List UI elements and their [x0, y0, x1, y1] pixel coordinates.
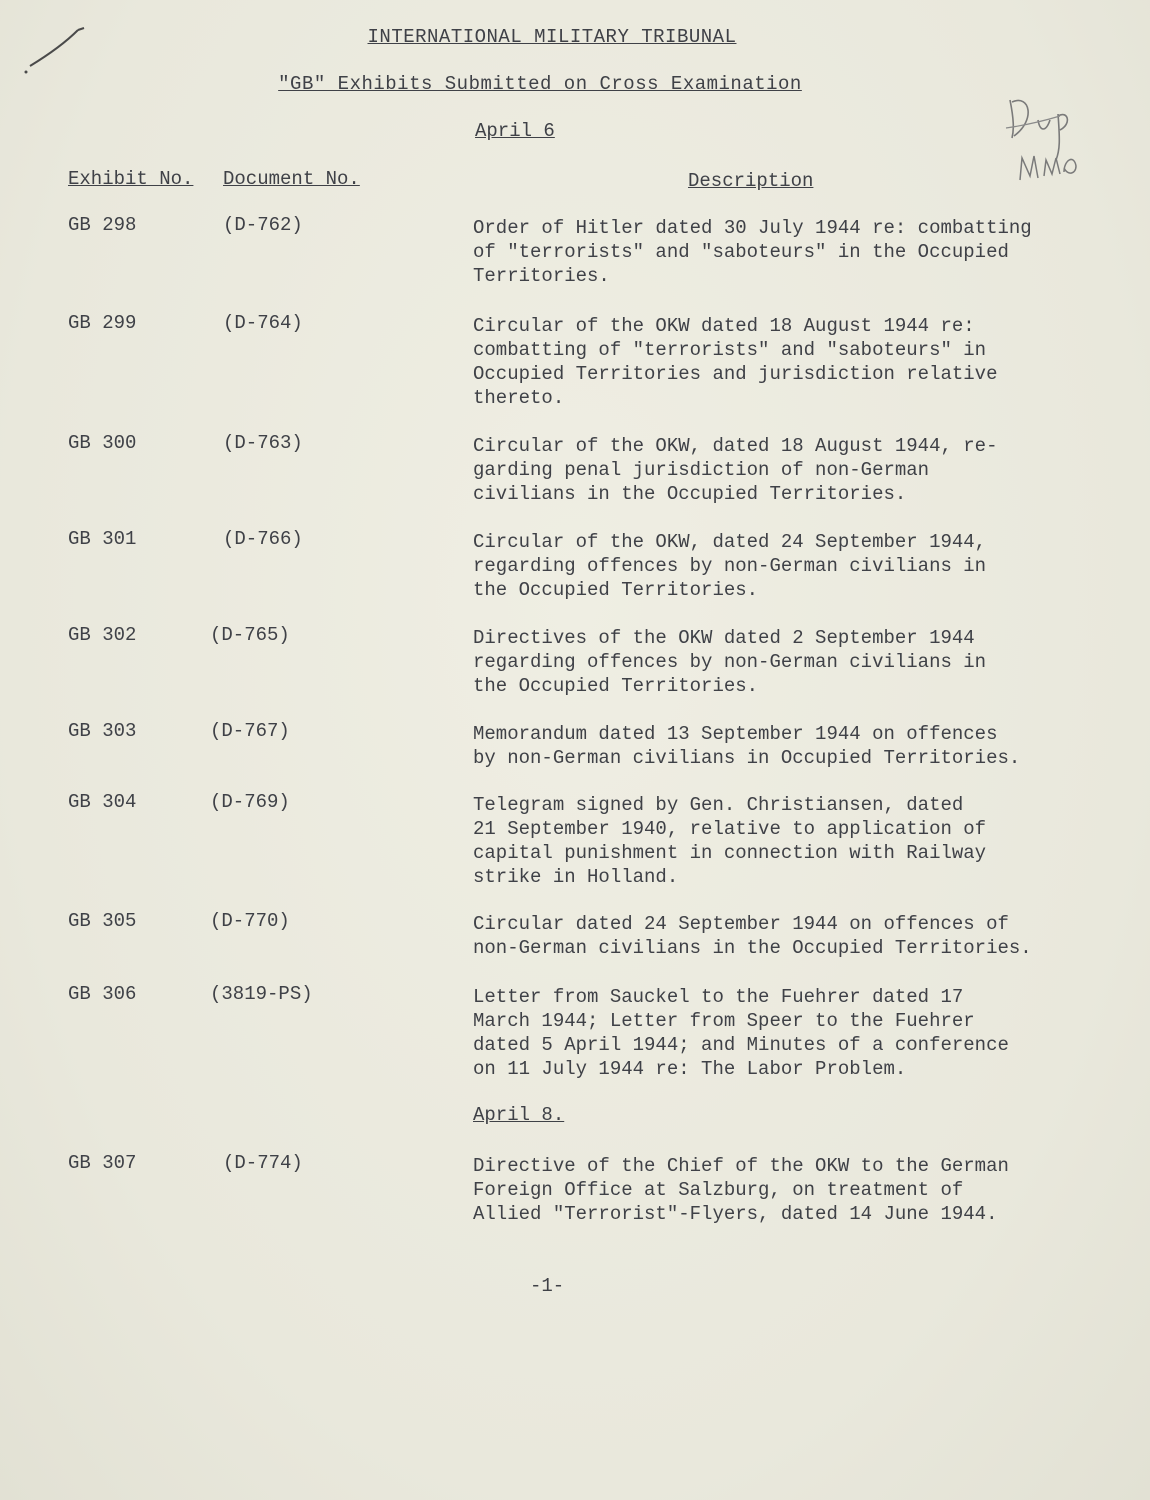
exhibit-number: GB 304	[68, 791, 137, 813]
exhibit-description: Directive of the Chief of the OKW to the German Foreign Office at Salzburg, on treatment of Allied "Terrorist"-Flyers, dated 14 June 1944.	[473, 1155, 1009, 1225]
column-header-exhibit: Exhibit No.	[68, 168, 194, 190]
exhibit-description: Telegram signed by Gen. Christiansen, dated 21 September 1940, relative to application of capital punishment in connection with Railway strike in Holland.	[473, 794, 987, 888]
document-number: (D-767)	[210, 720, 290, 742]
exhibit-description: Order of Hitler dated 30 July 1944 re: combatting of "terrorists" and "saboteurs" in the Occupied Territories.	[473, 217, 1032, 287]
exhibit-description: Circular of the OKW, dated 18 August 1944, re- garding penal jurisdiction of non-German civilians in the Occupied Territories.	[473, 435, 998, 505]
exhibit-number: GB 307	[68, 1152, 137, 1174]
document-number: (D-774)	[223, 1152, 303, 1174]
document-number: (D-762)	[223, 214, 303, 236]
exhibit-description: Letter from Sauckel to the Fuehrer dated 17 March 1944; Letter from Speer to the Fuehrer dated 5 April 1944; and Minutes of a conference on 11 July 1944 re: The Labor Problem.	[473, 986, 1009, 1080]
column-header-document: Document No.	[223, 168, 360, 190]
tribunal-title: INTERNATIONAL MILITARY TRIBUNAL	[367, 26, 737, 48]
document-number: (D-766)	[223, 528, 303, 550]
date-april-6: April 6	[475, 120, 555, 142]
exhibit-description: Directives of the OKW dated 2 September 1944 regarding offences by non-German civilians in the Occupied Territories.	[473, 627, 987, 697]
exhibit-number: GB 301	[68, 528, 137, 550]
document-number: (D-770)	[210, 910, 290, 932]
exhibit-number: GB 305	[68, 910, 137, 932]
exhibit-description: Circular dated 24 September 1944 on offences of non-German civilians in the Occupied Territories.	[473, 913, 1032, 959]
date-april-8: April 8.	[473, 1104, 565, 1126]
document-subtitle: "GB" Exhibits Submitted on Cross Examination	[278, 73, 802, 95]
exhibit-number: GB 306	[68, 983, 137, 1005]
column-header-description: Description	[688, 170, 814, 192]
exhibit-number: GB 303	[68, 720, 137, 742]
document-number: (D-764)	[223, 312, 303, 334]
exhibit-number: GB 300	[68, 432, 137, 454]
document-number: (3819-PS)	[210, 983, 313, 1005]
document-number: (D-763)	[223, 432, 303, 454]
document-number: (D-769)	[210, 791, 290, 813]
page-number: -1-	[530, 1275, 565, 1297]
exhibit-number: GB 299	[68, 312, 137, 334]
handwritten-annotation	[1000, 80, 1110, 190]
exhibit-description: Circular of the OKW, dated 24 September 1944, regarding offences by non-German civilians in the Occupied Territories.	[473, 531, 987, 601]
document-number: (D-765)	[210, 624, 290, 646]
exhibit-number: GB 298	[68, 214, 137, 236]
exhibit-description: Circular of the OKW dated 18 August 1944 re: combatting of "terrorists" and "saboteurs" in Occupied Territories and jurisdiction relative thereto.	[473, 315, 998, 409]
exhibit-number: GB 302	[68, 624, 137, 646]
exhibit-description: Memorandum dated 13 September 1944 on offences by non-German civilians in Occupied Territories.	[473, 723, 1021, 769]
